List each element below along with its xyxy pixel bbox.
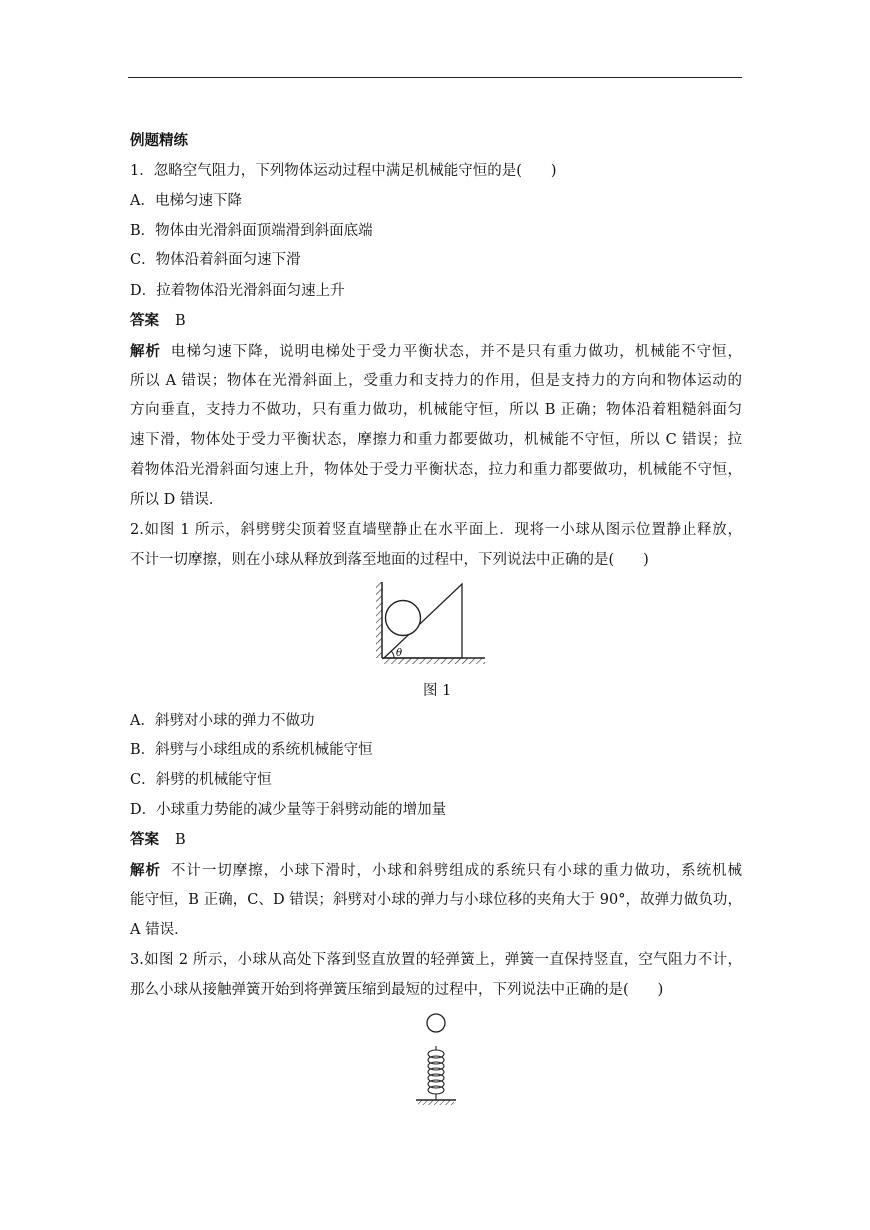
- angle-arc: [391, 651, 394, 658]
- q2-analysis-line-2: 能守恒，B 正确，C、D 错误；斜劈对小球的弹力与小球位移的夹角大于 90°，故弹力做负功，: [130, 892, 742, 908]
- q2-answer-value: B: [175, 832, 186, 848]
- q1-analysis-line-1: [130, 342, 742, 362]
- q2-stem-line-2: 不计一切摩擦，则在小球从释放到落至地面的过程中，下列说法中正确的是( ): [130, 552, 649, 568]
- q2-analysis-text-1: 不计一切摩擦，小球下滑时，小球和斜劈组成的系统只有小球的重力做功，系统机械: [170, 863, 742, 879]
- q3-stem-line-2: 那么小球从接触弹簧开始到将弹簧压缩到最短的过程中，下列说法中正确的是( ): [130, 982, 664, 998]
- q1-answer-label: 答案: [130, 312, 159, 329]
- q1-stem: 1．忽略空气阻力，下列物体运动过程中满足机械能守恒的是( ): [130, 163, 557, 179]
- base-hatching: [418, 1100, 454, 1105]
- section-title: 例题精练: [130, 132, 188, 149]
- figure-1-caption: 图 1: [423, 683, 452, 699]
- q2-option-a: A．斜劈对小球的弹力不做功: [130, 713, 315, 729]
- q2-analysis-label: 解析: [130, 862, 161, 879]
- q3-stem-line-1: 3.如图 2 所示，小球从高处下落到竖直放置的轻弹簧上，弹簧一直保持竖直，空气阻力不计，: [130, 952, 742, 968]
- q1-analysis-text-1: 电梯匀速下降，说明电梯处于受力平衡状态，并不是只有重力做功，机械能不守恒，: [170, 344, 742, 360]
- q2-option-b: B．斜劈与小球组成的系统机械能守恒: [130, 742, 373, 758]
- q1-option-c: C．物体沿着斜面匀速下滑: [130, 252, 301, 268]
- q1-answer-value: B: [175, 313, 186, 329]
- angle-label: θ: [396, 648, 403, 659]
- q1-analysis-line-4: 速下滑，物体处于受力平衡状态，摩擦力和重力都要做功，机械能不守恒，所以 C 错误；拉: [130, 432, 742, 448]
- figure-2-ball-spring: [410, 1010, 460, 1110]
- q1-option-d: D．拉着物体沿光滑斜面匀速上升: [130, 283, 345, 299]
- q2-answer-label: 答案: [130, 831, 159, 848]
- q2-stem-line-1: 2.如图 1 所示，斜劈劈尖顶着竖直墙壁静止在水平面上．现将一小球从图示位置静止释放，: [130, 522, 742, 538]
- q1-analysis-line-2: 所以 A 错误；物体在光滑斜面上，受重力和支持力的作用，但是支持力的方向和物体运动的: [130, 373, 742, 389]
- figure-1-wedge-ball: [376, 580, 488, 666]
- q1-option-b: B．物体由光滑斜面顶端滑到斜面底端: [130, 223, 373, 239]
- q1-option-a: A．电梯匀速下降: [130, 193, 242, 209]
- q1-analysis-line-3: 方向垂直，支持力不做功，只有重力做功，机械能守恒，所以 B 正确；物体沿着粗糙斜面匀: [130, 402, 742, 418]
- ball: [386, 601, 421, 636]
- spring: [428, 1046, 444, 1100]
- q2-answer: [130, 830, 186, 850]
- q1-analysis-line-5: 着物体沿光滑斜面匀速上升，物体处于受力平衡状态，拉力和重力都要做功，机械能不守恒，: [130, 462, 742, 478]
- q2-option-d: D．小球重力势能的减少量等于斜劈动能的增加量: [130, 802, 447, 818]
- wall-hatching: [376, 582, 382, 658]
- q2-analysis-line-3: A 错误．: [130, 922, 189, 938]
- ball: [427, 1014, 445, 1032]
- q2-analysis-line-1: [130, 861, 742, 881]
- q1-analysis-line-6: 所以 D 错误．: [130, 492, 224, 508]
- q1-answer: [130, 311, 186, 331]
- q2-option-c: C．斜劈的机械能守恒: [130, 772, 272, 788]
- header-rule: [128, 77, 742, 78]
- q1-analysis-label: 解析: [130, 343, 161, 360]
